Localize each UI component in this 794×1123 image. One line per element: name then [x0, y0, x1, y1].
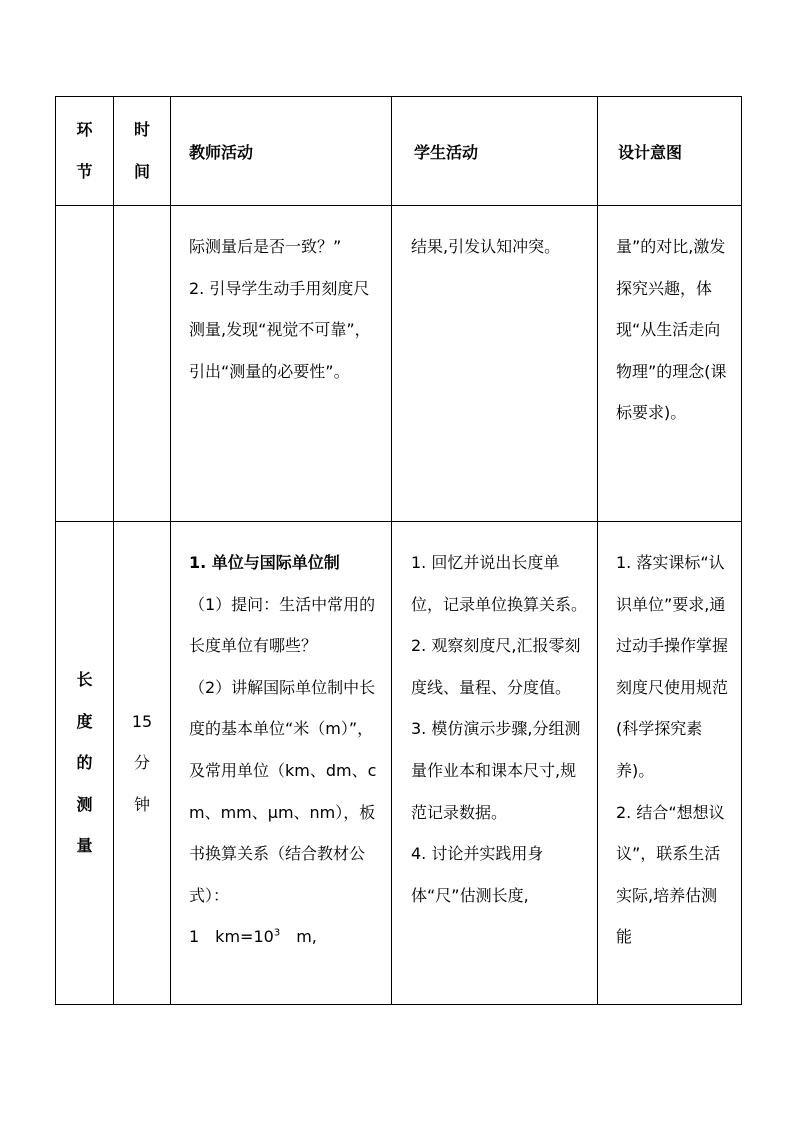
- table-row: [56, 206, 742, 522]
- student-activity-cell: [392, 522, 598, 1005]
- table-header-row: [56, 97, 742, 206]
- teacher-activity-text: 2. 引导学生动手用刻度尺测量,发现“视觉不可靠”，引出“测量的必要性”。: [189, 278, 371, 381]
- time-cell-empty: [114, 206, 171, 522]
- student-activity-cell: [392, 206, 598, 522]
- stage-char: 的: [76, 753, 93, 773]
- teacher-activity-text: 际测量后是否一致？”: [189, 237, 342, 256]
- header-intent: [598, 97, 742, 206]
- design-intent-text: 2. 结合“想想议议”，联系生活实际,培养估测能: [616, 802, 725, 947]
- formula-suffix: m,: [280, 927, 317, 947]
- stage-char: 测: [76, 794, 93, 814]
- stage-char: 量: [76, 836, 93, 856]
- design-intent-text: 量”的对比,激发探究兴趣，体现“从生活走向物理”的理念(课标要求)。: [616, 237, 727, 423]
- stage-char: 度: [76, 711, 93, 731]
- time-cell: [114, 522, 171, 1005]
- student-activity-text: 2. 观察刻度尺,汇报零刻度线、量程、分度值。: [411, 636, 581, 697]
- student-activity-text: 结果,引发认知冲突。: [411, 237, 561, 256]
- header-stage-char: 环: [76, 120, 93, 139]
- time-unit-char: 分: [133, 753, 150, 773]
- lesson-plan-table: [55, 96, 742, 1005]
- header-teacher-label: 教师活动: [189, 142, 254, 162]
- formula-prefix: 1 km=10: [189, 927, 274, 947]
- teacher-section-heading: 1. 单位与国际单位制: [189, 553, 340, 572]
- header-student-label: 学生活动: [414, 142, 479, 162]
- student-activity-text: 4. 讨论并实践用身体“尺”估测长度,: [411, 844, 544, 905]
- student-activity-text: 1. 回忆并说出长度单位，记录单位换算关系。: [411, 553, 588, 614]
- header-stage: [56, 97, 114, 206]
- header-stage-char: 节: [76, 162, 93, 181]
- stage-cell-empty: [56, 206, 114, 522]
- design-intent-cell: [598, 206, 742, 522]
- table-row: [56, 522, 742, 1005]
- header-teacher: [171, 97, 392, 206]
- student-activity-text: 3. 模仿演示步骤,分组测量作业本和课本尺寸,规范记录数据。: [411, 719, 581, 822]
- header-time: [114, 97, 171, 206]
- teacher-activity-cell: [171, 522, 392, 1005]
- time-unit-char: 钟: [133, 794, 150, 814]
- stage-cell: [56, 522, 114, 1005]
- teacher-activity-cell: [171, 206, 392, 522]
- header-time-char: 间: [133, 162, 150, 181]
- header-intent-label: 设计意图: [618, 142, 683, 162]
- teacher-activity-text: （2）讲解国际单位制中长度的基本单位“米（m）”，及常用单位（km、dm、cm、mm、μm、nm），板书换算关系（结合教材公式）：: [189, 677, 377, 905]
- teacher-activity-text: （1）提问：生活中常用的长度单位有哪些？: [189, 594, 376, 656]
- unit-conversion-formula: [189, 916, 379, 958]
- stage-char: 长: [76, 670, 93, 690]
- time-value: 15: [131, 711, 153, 731]
- header-student: [392, 97, 598, 206]
- design-intent-text: 1. 落实课标“认识单位”要求,通过动手操作掌握刻度尺使用规范(科学探究素养)。: [616, 553, 729, 780]
- design-intent-cell: [598, 522, 742, 1005]
- formula-exponent: 3: [273, 928, 281, 940]
- header-time-char: 时: [133, 120, 150, 139]
